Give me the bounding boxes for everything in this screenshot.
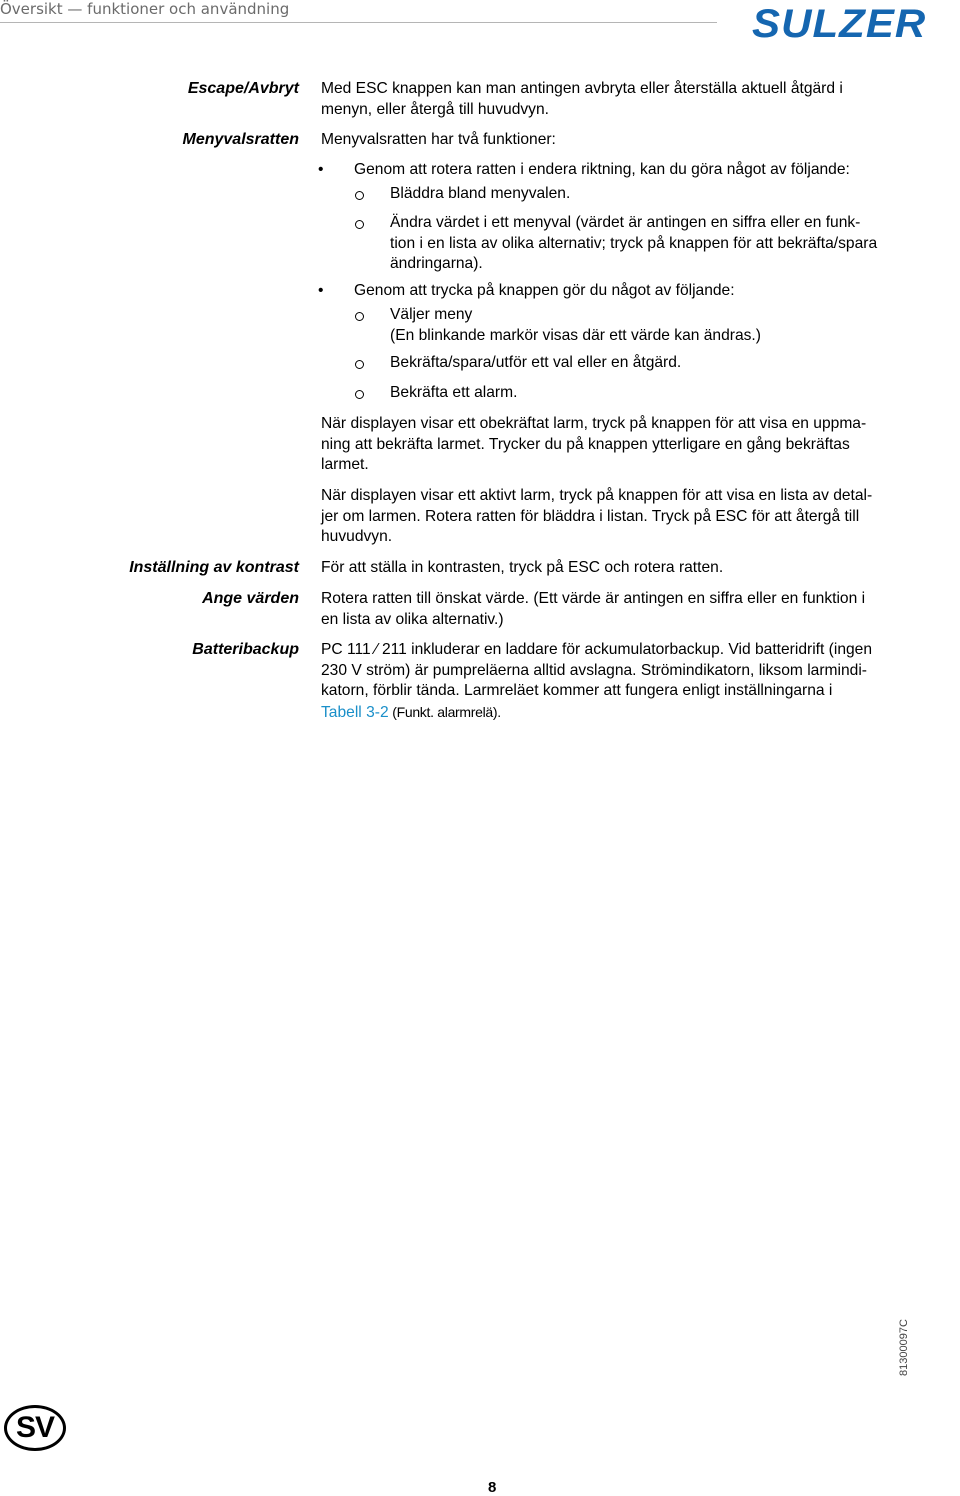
circle-bullet-icon	[355, 312, 364, 321]
bullet-marker: •	[318, 282, 324, 299]
knob-intro: Menyvalsratten har två funktioner:	[321, 131, 556, 148]
contrast-description: För att ställa in kontrasten, tryck på ESC och rotera ratten.	[321, 559, 724, 576]
knob-press-select-menu: Väljer meny (En blinkande markör visas där ett värde kan ändras.)	[390, 306, 761, 344]
label-knob: Menyvalsratten	[182, 131, 299, 148]
circle-bullet-icon	[355, 191, 364, 200]
sulzer-logo: SULZER	[752, 2, 927, 46]
circle-bullet-icon	[355, 360, 364, 369]
knob-bullet-rotate: Genom att rotera ratten i endera riktning, kan du göra något av följande:	[354, 161, 850, 178]
page-header-title: Översikt — funktioner och användning	[0, 0, 290, 18]
battery-description: PC 111 ⁄ 211 inkluderar en laddare för ackumulatorbackup. Vid batteridrift (ingen 230 V ström) är pumpreläerna alltid avslagna. Strömindikatorn, liksom larmindi- katorn, förblir tända. Larmreläet kommer att fungera enligt inställningarna i Tabell 3-2 (Funkt. alarmrelä).	[321, 641, 873, 721]
label-escape: Escape/Avbryt	[187, 80, 299, 97]
language-badge: SV	[4, 1405, 66, 1451]
knob-rotate-change-value: Ändra värdet i ett menyval (värdet är antingen en siffra eller en funk- tion i en lista av olika alternativ; tryck på knappen för att bekräfta/spara ändringarna).	[390, 214, 878, 272]
circle-bullet-icon	[355, 390, 364, 399]
bullet-marker: •	[318, 161, 324, 178]
knob-unacknowledged-alarm-paragraph: När displayen visar ett obekräftat larm, tryck på knappen för att visa en uppma- ning att bekräfta larmet. Trycker du på knappen ytterligare en gång bekräftas larmet.	[321, 415, 867, 473]
label-values: Ange värden	[202, 590, 299, 607]
knob-press-alarm: Bekräfta ett alarm.	[390, 384, 518, 401]
page-number: 8	[488, 1479, 497, 1496]
header-divider	[0, 22, 717, 23]
escape-description: Med ESC knappen kan man antingen avbryta eller återställa aktuell åtgärd i menyn, eller återgå till huvudvyn.	[321, 80, 843, 118]
knob-bullet-press: Genom att trycka på knappen gör du något av följande:	[354, 282, 735, 299]
knob-active-alarm-paragraph: När displayen visar ett aktivt larm, tryck på knappen för att visa en lista av detal- jer om larmen. Rotera ratten för bläddra i listan. Tryck på ESC för att återgå till huvudvyn.	[321, 487, 873, 545]
knob-rotate-browse: Bläddra bland menyvalen.	[390, 185, 571, 202]
document-code: 81300097C	[898, 1319, 910, 1376]
label-contrast: Inställning av kontrast	[129, 559, 299, 576]
label-battery: Batteribackup	[192, 641, 299, 658]
circle-bullet-icon	[355, 220, 364, 229]
table-3-2-link[interactable]: Tabell 3-2	[321, 703, 389, 721]
knob-press-confirm: Bekräfta/spara/utför ett val eller en åtgärd.	[390, 354, 682, 371]
values-description: Rotera ratten till önskat värde. (Ett värde är antingen en siffra eller en funktion i en lista av olika alternativ.)	[321, 590, 866, 628]
